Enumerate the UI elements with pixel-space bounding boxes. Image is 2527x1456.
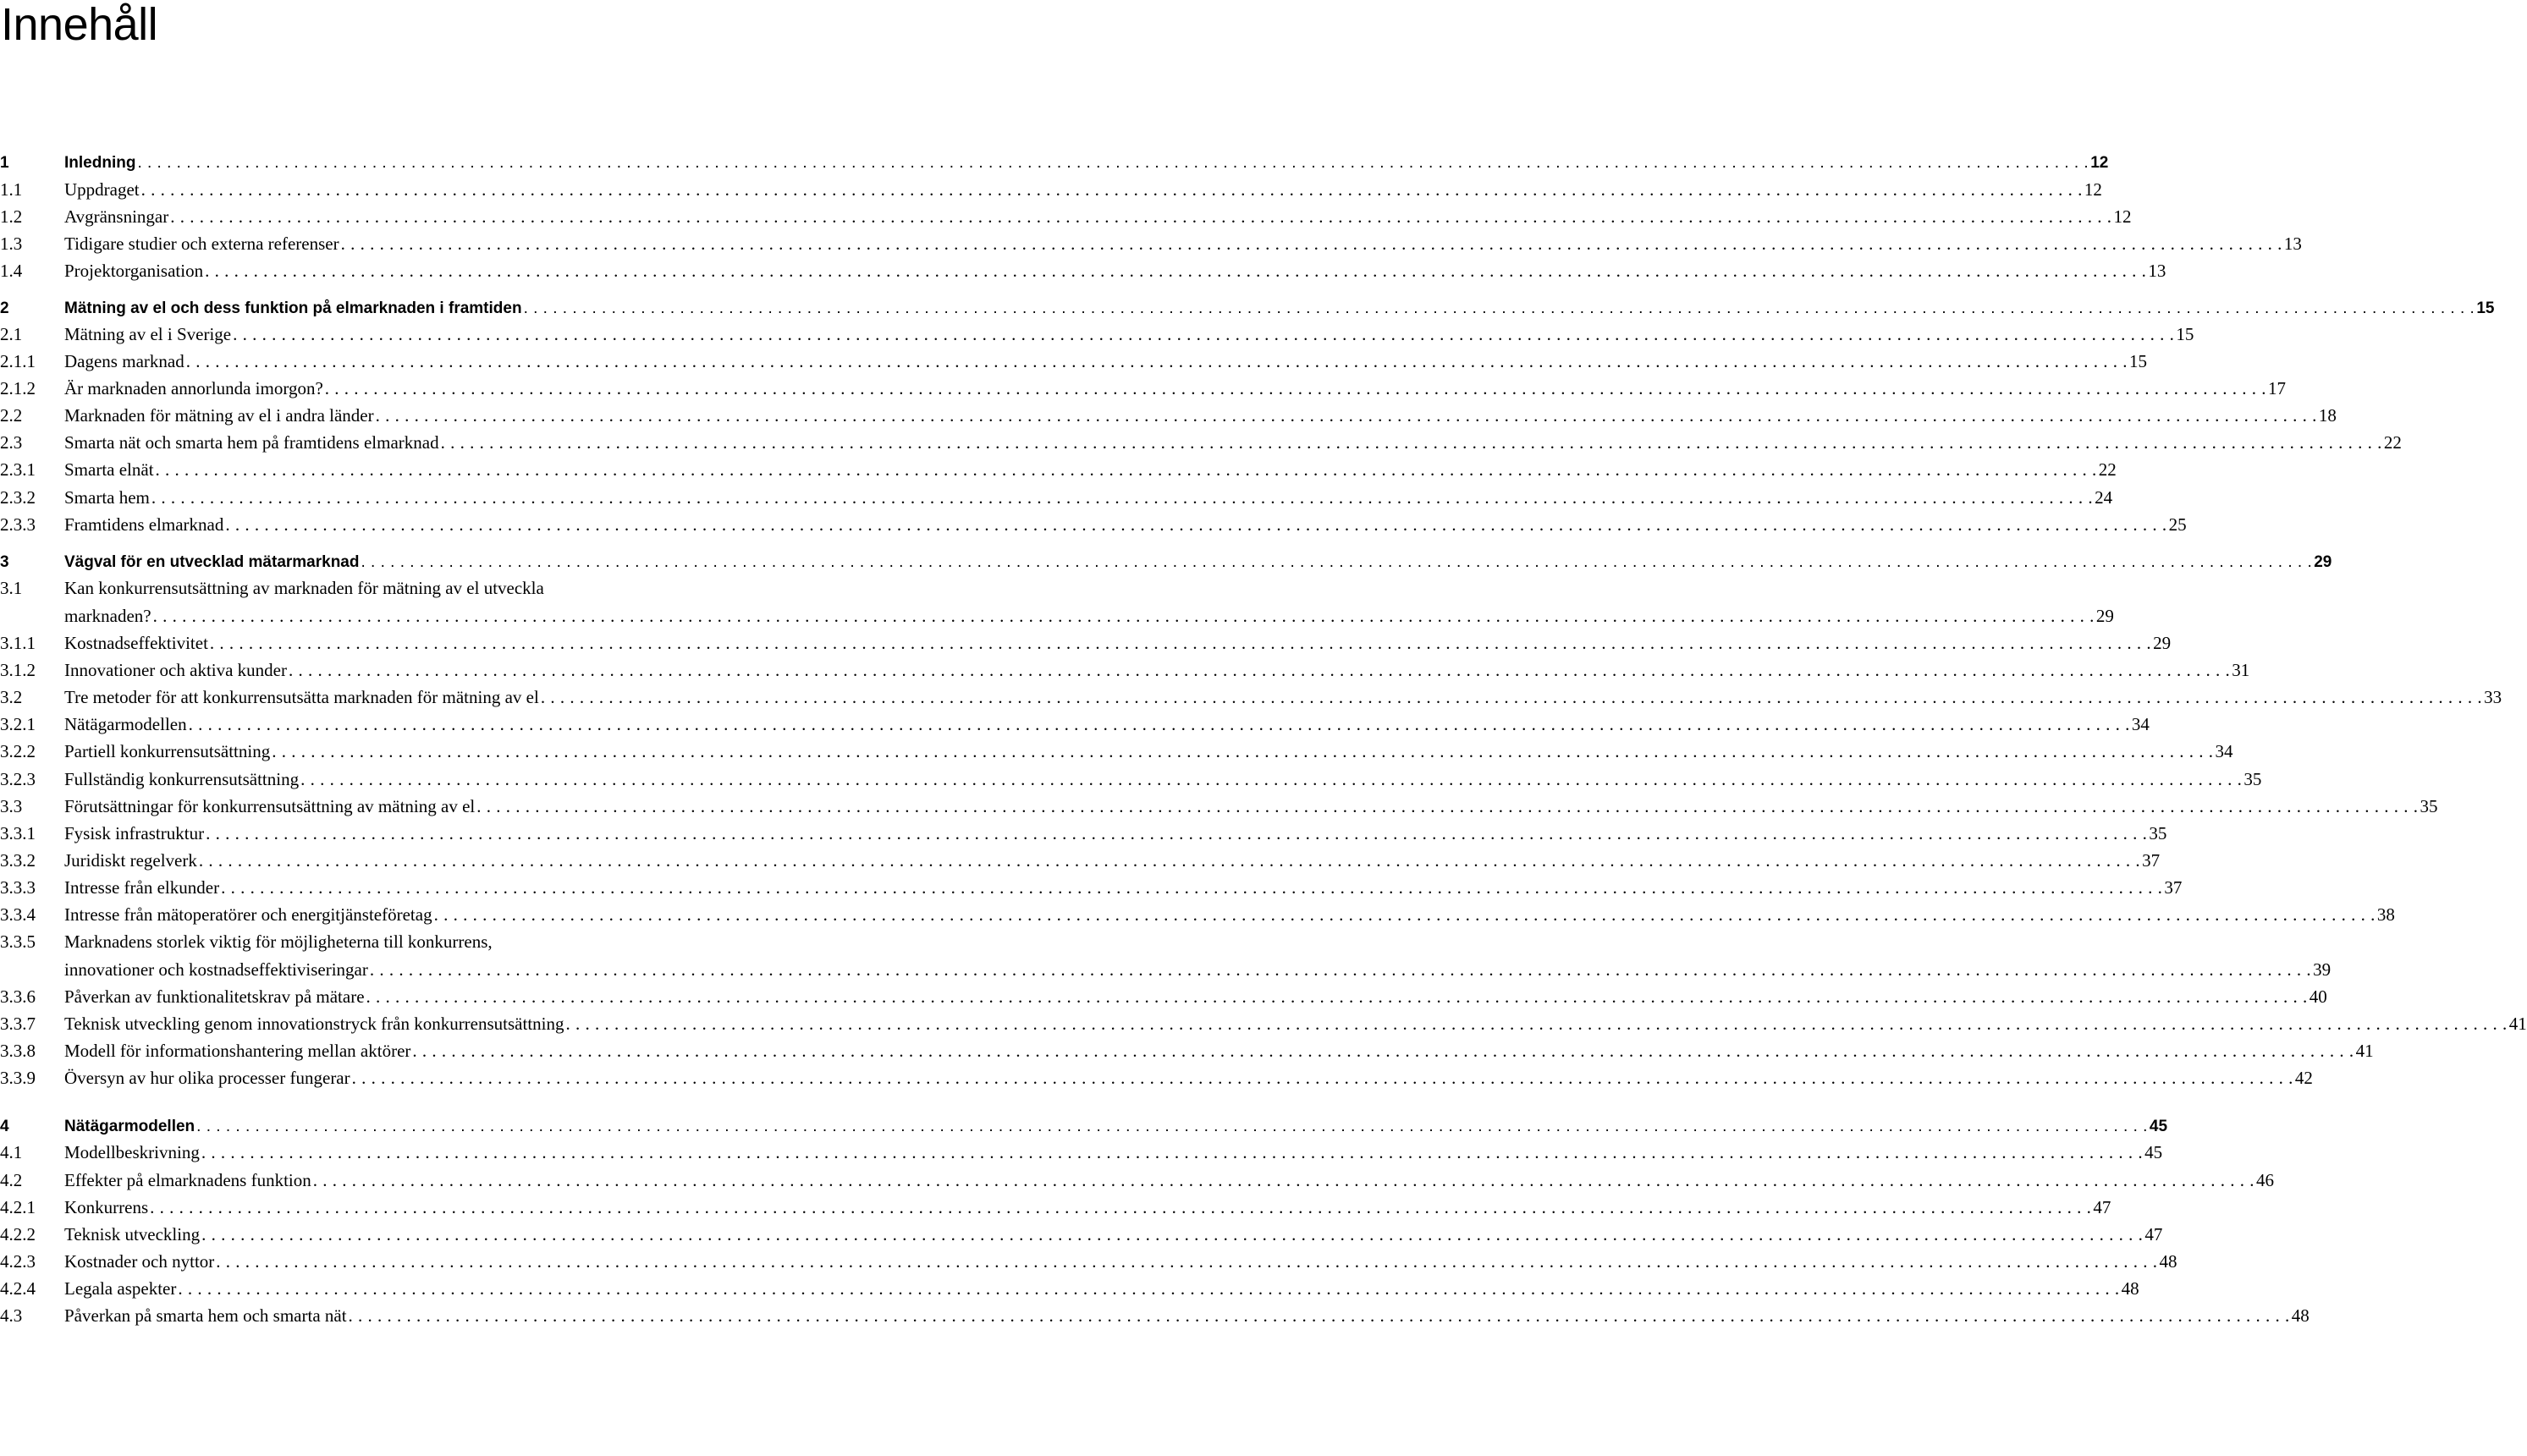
toc-entry-page-number[interactable]: 48 bbox=[2291, 1305, 2310, 1326]
toc-entry-number: 3.3.6 bbox=[0, 986, 36, 1007]
toc-leader-dots: . . . . . . . . . . . . . . . . . . . . . . . . . . . . . . . . . . . . . . . . . . . . . . . . . . . . . . . . . . . . . . . . . . . . . . . . . . . . . . . . . . . . . . . . . . . . . . . . . . . . . . . . . . . . . . . . . . . . . . . . . . . . . . . . . . . . . . . . . . . . . . . . . . . . . . . . . . . . . . . . . . . . . . . . . . . . . . . . . . . . . . . . . . . . . . . . . . . . . . . . bbox=[366, 986, 2308, 1007]
toc-entry-page-number[interactable]: 12 bbox=[2113, 206, 2132, 227]
toc-entry-title[interactable]: Marknaden för mätning av el i andra länder bbox=[64, 405, 374, 426]
toc-entry-page-number[interactable]: 48 bbox=[2159, 1251, 2177, 1272]
toc-leader-dots: . . . . . . . . . . . . . . . . . . . . . . . . . . . . . . . . . . . . . . . . . . . . . . . . . . . . . . . . . . . . . . . . . . . . . . . . . . . . . . . . . . . . . . . . . . . . . . . . . . . . . . . . . . . . . . . . . . . . . . . . . . . . . . . . . . . . . . . . . . . . . . . . . . . . . . . . . . . . . . . . . . . . . . . . . . . . . . . . . . . . . . . . . . . . . . . . . . . . . . . . bbox=[272, 741, 2214, 761]
toc-entry-page-number[interactable]: 37 bbox=[2164, 877, 2183, 898]
toc-entry-number: 2 bbox=[0, 299, 9, 317]
toc-entry-number: 3.1.1 bbox=[0, 633, 36, 653]
toc-leader-dots: . . . . . . . . . . . . . . . . . . . . . . . . . . . . . . . . . . . . . . . . . . . . . . . . . . . . . . . . . . . . . . . . . . . . . . . . . . . . . . . . . . . . . . . . . . . . . . . . . . . . . . . . . . . . . . . . . . . . . . . . . . . . . . . . . . . . . . . . . . . . . . . . . . . . . . . . . . . . . . . . . . . . . . . . . . . . . . . . . . . . . . . . . . . . . . . . . . . . . . . . bbox=[523, 299, 2475, 317]
toc-entry-number: 3.3.1 bbox=[0, 823, 36, 843]
toc-entry-title[interactable]: Teknisk utveckling genom innovationstryck från konkurrensutsättning bbox=[64, 1014, 564, 1034]
toc-entry-page-number[interactable]: 35 bbox=[2420, 796, 2438, 816]
toc-entry-title[interactable]: Fullständig konkurrensutsättning bbox=[64, 769, 300, 789]
page-title: Innehåll bbox=[1, 0, 158, 50]
toc-entry-number: 2.2 bbox=[0, 405, 23, 426]
toc-entry-title[interactable]: Är marknaden annorlunda imorgon? bbox=[64, 378, 323, 398]
toc-leader-dots: . . . . . . . . . . . . . . . . . . . . . . . . . . . . . . . . . . . . . . . . . . . . . . . . . . . . . . . . . . . . . . . . . . . . . . . . . . . . . . . . . . . . . . . . . . . . . . . . . . . . . . . . . . . . . . . . . . . . . . . . . . . . . . . . . . . . . . . . . . . . . . . . . . . . . . . . . . . . . . . . . . . . . . . . . . . . . . . . . . . . . . . . . . . . . . . . . . . . . . . . bbox=[565, 1014, 2508, 1034]
toc-entry-page-number[interactable]: 45 bbox=[2149, 1118, 2168, 1135]
toc-entry-number: 2.3 bbox=[0, 432, 23, 453]
toc-entry-page-number[interactable]: 38 bbox=[2376, 904, 2395, 925]
toc-entry-title[interactable]: Avgränsningar bbox=[64, 206, 169, 227]
toc-entry-number: 3.1 bbox=[0, 578, 23, 598]
toc-leader-dots: . . . . . . . . . . . . . . . . . . . . . . . . . . . . . . . . . . . . . . . . . . . . . . . . . . . . . . . . . . . . . . . . . . . . . . . . . . . . . . . . . . . . . . . . . . . . . . . . . . . . . . . . . . . . . . . . . . . . . . . . . . . . . . . . . . . . . . . . . . . . . . . . . . . . . . . . . . . . . . . . . . . . . . . . . . . . . . . . . . . . . . . . . . . . . . . . . . . . . . . . bbox=[178, 1278, 2120, 1299]
toc-entry-title[interactable]: Kostnadseffektivitet bbox=[64, 633, 208, 653]
toc-entry-title[interactable]: Projektorganisation bbox=[64, 261, 204, 281]
toc-entry-title[interactable]: Tre metoder för att konkurrensutsätta marknaden för mätning av el bbox=[64, 687, 539, 707]
toc-leader-dots: . . . . . . . . . . . . . . . . . . . . . . . . . . . . . . . . . . . . . . . . . . . . . . . . . . . . . . . . . . . . . . . . . . . . . . . . . . . . . . . . . . . . . . . . . . . . . . . . . . . . . . . . . . . . . . . . . . . . . . . . . . . . . . . . . . . . . . . . . . . . . . . . . . . . . . . . . . . . . . . . . . . . . . . . . . . . . . . . . . . . . . . . . . . . . . . . . . . . . . . . bbox=[340, 234, 2282, 254]
toc-entry-page-number[interactable]: 25 bbox=[2168, 514, 2187, 535]
toc-leader-dots: . . . . . . . . . . . . . . . . . . . . . . . . . . . . . . . . . . . . . . . . . . . . . . . . . . . . . . . . . . . . . . . . . . . . . . . . . . . . . . . . . . . . . . . . . . . . . . . . . . . . . . . . . . . . . . . . . . . . . . . . . . . . . . . . . . . . . . . . . . . . . . . . . . . . . . . . . . . . . . . . . . . . . . . . . . . . . . . . . . . . . . . . . . . . . . . . . . . . . . . . bbox=[206, 823, 2148, 843]
toc-leader-dots: . . . . . . . . . . . . . . . . . . . . . . . . . . . . . . . . . . . . . . . . . . . . . . . . . . . . . . . . . . . . . . . . . . . . . . . . . . . . . . . . . . . . . . . . . . . . . . . . . . . . . . . . . . . . . . . . . . . . . . . . . . . . . . . . . . . . . . . . . . . . . . . . . . . . . . . . . . . . . . . . . . . . . . . . . . . . . . . . . . . . . . . . . . . . . . . . . . . . . . . . bbox=[188, 714, 2130, 734]
toc-entry-page-number[interactable]: 39 bbox=[2313, 959, 2332, 980]
toc-leader-dots: . . . . . . . . . . . . . . . . . . . . . . . . . . . . . . . . . . . . . . . . . . . . . . . . . . . . . . . . . . . . . . . . . . . . . . . . . . . . . . . . . . . . . . . . . . . . . . . . . . . . . . . . . . . . . . . . . . . . . . . . . . . . . . . . . . . . . . . . . . . . . . . . . . . . . . . . . . . . . . . . . . . . . . . . . . . . . . . . . . . . . . . . . . . . . . . . . . . . . . . . bbox=[300, 769, 2243, 789]
toc-leader-dots: . . . . . . . . . . . . . . . . . . . . . . . . . . . . . . . . . . . . . . . . . . . . . . . . . . . . . . . . . . . . . . . . . . . . . . . . . . . . . . . . . . . . . . . . . . . . . . . . . . . . . . . . . . . . . . . . . . . . . . . . . . . . . . . . . . . . . . . . . . . . . . . . . . . . . . . . . . . . . . . . . . . . . . . . . . . . . . . . . . . . . . . . . . . . . . . . . . . . . . . . bbox=[412, 1041, 2354, 1061]
toc-leader-dots: . . . . . . . . . . . . . . . . . . . . . . . . . . . . . . . . . . . . . . . . . . . . . . . . . . . . . . . . . . . . . . . . . . . . . . . . . . . . . . . . . . . . . . . . . . . . . . . . . . . . . . . . . . . . . . . . . . . . . . . . . . . . . . . . . . . . . . . . . . . . . . . . . . . . . . . . . . . . . . . . . . . . . . . . . . . . . . . . . . . . . . . . . . . . . . . . . . . . . . . . bbox=[233, 324, 2175, 344]
toc-entry-title[interactable]: Tidigare studier och externa referenser bbox=[64, 234, 339, 254]
toc-entry-number: 3.2.3 bbox=[0, 769, 36, 789]
toc-leader-dots: . . . . . . . . . . . . . . . . . . . . . . . . . . . . . . . . . . . . . . . . . . . . . . . . . . . . . . . . . . . . . . . . . . . . . . . . . . . . . . . . . . . . . . . . . . . . . . . . . . . . . . . . . . . . . . . . . . . . . . . . . . . . . . . . . . . . . . . . . . . . . . . . . . . . . . . . . . . . . . . . . . . . . . . . . . . . . . . . . . . . . . . . . . . . . . . . . . . . . . . . bbox=[348, 1305, 2290, 1326]
toc-entry-number: 3.2.1 bbox=[0, 714, 36, 734]
toc-entry-title[interactable]: Mätning av el i Sverige bbox=[64, 324, 232, 344]
toc-entry-page-number[interactable]: 35 bbox=[2243, 769, 2262, 789]
toc-leader-dots: . . . . . . . . . . . . . . . . . . . . . . . . . . . . . . . . . . . . . . . . . . . . . . . . . . . . . . . . . . . . . . . . . . . . . . . . . . . . . . . . . . . . . . . . . . . . . . . . . . . . . . . . . . . . . . . . . . . . . . . . . . . . . . . . . . . . . . . . . . . . . . . . . . . . . . . . . . . . . . . . . . . . . . . . . . . . . . . . . . . . . . . . . . . . . . . . . . . . . . . . bbox=[201, 1142, 2144, 1162]
toc-leader-dots: . . . . . . . . . . . . . . . . . . . . . . . . . . . . . . . . . . . . . . . . . . . . . . . . . . . . . . . . . . . . . . . . . . . . . . . . . . . . . . . . . . . . . . . . . . . . . . . . . . . . . . . . . . . . . . . . . . . . . . . . . . . . . . . . . . . . . . . . . . . . . . . . . . . . . . . . . . . . . . . . . . . . . . . . . . . . . . . . . . . . . . . . . . . . . . . . . . . . . . . . bbox=[540, 687, 2483, 707]
toc-leader-dots: . . . . . . . . . . . . . . . . . . . . . . . . . . . . . . . . . . . . . . . . . . . . . . . . . . . . . . . . . . . . . . . . . . . . . . . . . . . . . . . . . . . . . . . . . . . . . . . . . . . . . . . . . . . . . . . . . . . . . . . . . . . . . . . . . . . . . . . . . . . . . . . . . . . . . . . . . . . . . . . . . . . . . . . . . . . . . . . . . . . . . . . . . . . . . . . . . . . . . . . . bbox=[225, 514, 2167, 535]
toc-entry-title[interactable]: Smarta hem bbox=[64, 487, 150, 508]
toc-entry-number: 2.3.2 bbox=[0, 487, 36, 508]
toc-entry-title[interactable]: Effekter på elmarknadens funktion bbox=[64, 1170, 311, 1190]
toc-entry-page-number[interactable]: 15 bbox=[2476, 299, 2495, 317]
toc-entry-title[interactable]: Nätägarmodellen bbox=[64, 1118, 195, 1135]
toc-entry-number: 1.3 bbox=[0, 234, 23, 254]
toc-leader-dots: . . . . . . . . . . . . . . . . . . . . . . . . . . . . . . . . . . . . . . . . . . . . . . . . . . . . . . . . . . . . . . . . . . . . . . . . . . . . . . . . . . . . . . . . . . . . . . . . . . . . . . . . . . . . . . . . . . . . . . . . . . . . . . . . . . . . . . . . . . . . . . . . . . . . . . . . . . . . . . . . . . . . . . . . . . . . . . . . . . . . . . . . . . . . . . . . . . . . . . . . bbox=[196, 1118, 2148, 1135]
toc-leader-dots: . . . . . . . . . . . . . . . . . . . . . . . . . . . . . . . . . . . . . . . . . . . . . . . . . . . . . . . . . . . . . . . . . . . . . . . . . . . . . . . . . . . . . . . . . . . . . . . . . . . . . . . . . . . . . . . . . . . . . . . . . . . . . . . . . . . . . . . . . . . . . . . . . . . . . . . . . . . . . . . . . . . . . . . . . . . . . . . . . . . . . . . . . . . . . . . . . . . . . . . . bbox=[476, 796, 2419, 816]
toc-leader-dots: . . . . . . . . . . . . . . . . . . . . . . . . . . . . . . . . . . . . . . . . . . . . . . . . . . . . . . . . . . . . . . . . . . . . . . . . . . . . . . . . . . . . . . . . . . . . . . . . . . . . . . . . . . . . . . . . . . . . . . . . . . . . . . . . . . . . . . . . . . . . . . . . . . . . . . . . . . . . . . . . . . . . . . . . . . . . . . . . . . . . . . . . . . . . . . . . . . . . . . . . bbox=[201, 1224, 2144, 1244]
toc-entry-number: 4.2.2 bbox=[0, 1224, 36, 1244]
toc-entry-page-number[interactable]: 42 bbox=[2294, 1068, 2313, 1088]
toc-leader-dots: . . . . . . . . . . . . . . . . . . . . . . . . . . . . . . . . . . . . . . . . . . . . . . . . . . . . . . . . . . . . . . . . . . . . . . . . . . . . . . . . . . . . . . . . . . . . . . . . . . . . . . . . . . . . . . . . . . . . . . . . . . . . . . . . . . . . . . . . . . . . . . . . . . . . . . . . . . . . . . . . . . . . . . . . . . . . . . . . . . . . . . . . . . . . . . . . . . . . . . . . bbox=[440, 432, 2382, 453]
toc-entry-page-number[interactable]: 40 bbox=[2309, 986, 2327, 1007]
toc-entry-title[interactable]: Inledning bbox=[64, 154, 136, 172]
toc-entry-page-number[interactable]: 41 bbox=[2355, 1041, 2374, 1061]
toc-leader-dots: . . . . . . . . . . . . . . . . . . . . . . . . . . . . . . . . . . . . . . . . . . . . . . . . . . . . . . . . . . . . . . . . . . . . . . . . . . . . . . . . . . . . . . . . . . . . . . . . . . . . . . . . . . . . . . . . . . . . . . . . . . . . . . . . . . . . . . . . . . . . . . . . . . . . . . . . . . . . . . . . . . . . . . . . . . . . . . . . . . . . . . . . . . . . . . . . . . . . . . . . bbox=[150, 1197, 2092, 1217]
toc-entry-number: 4.2.4 bbox=[0, 1278, 36, 1299]
toc-entry-title[interactable]: Intresse från mätoperatörer och energitjänsteföretag bbox=[64, 904, 432, 925]
toc-entry-number: 4.2 bbox=[0, 1170, 23, 1190]
toc-entry-page-number[interactable]: 12 bbox=[2084, 179, 2102, 200]
toc-entry-title[interactable]: Kostnader och nyttor bbox=[64, 1251, 215, 1272]
toc-entry-number: 4.2.3 bbox=[0, 1251, 36, 1272]
toc-entry-title[interactable]: Modell för informationshantering mellan aktörer bbox=[64, 1041, 411, 1061]
toc-leader-dots: . . . . . . . . . . . . . . . . . . . . . . . . . . . . . . . . . . . . . . . . . . . . . . . . . . . . . . . . . . . . . . . . . . . . . . . . . . . . . . . . . . . . . . . . . . . . . . . . . . . . . . . . . . . . . . . . . . . . . . . . . . . . . . . . . . . . . . . . . . . . . . . . . . . . . . . . . . . . . . . . . . . . . . . . . . . . . . . . . . . . . . . . . . . . . . . . . . . . . . . . bbox=[140, 179, 2083, 200]
toc-leader-dots: . . . . . . . . . . . . . . . . . . . . . . . . . . . . . . . . . . . . . . . . . . . . . . . . . . . . . . . . . . . . . . . . . . . . . . . . . . . . . . . . . . . . . . . . . . . . . . . . . . . . . . . . . . . . . . . . . . . . . . . . . . . . . . . . . . . . . . . . . . . . . . . . . . . . . . . . . . . . . . . . . . . . . . . . . . . . . . . . . . . . . . . . . . . . . . . . . . . . . . . . bbox=[137, 154, 2089, 172]
toc-entry-page-number[interactable]: 47 bbox=[2093, 1197, 2111, 1217]
toc-entry-page-number[interactable]: 31 bbox=[2232, 660, 2250, 680]
toc-entry-title[interactable]: Legala aspekter bbox=[64, 1278, 177, 1299]
toc-leader-dots: . . . . . . . . . . . . . . . . . . . . . . . . . . . . . . . . . . . . . . . . . . . . . . . . . . . . . . . . . . . . . . . . . . . . . . . . . . . . . . . . . . . . . . . . . . . . . . . . . . . . . . . . . . . . . . . . . . . . . . . . . . . . . . . . . . . . . . . . . . . . . . . . . . . . . . . . . . . . . . . . . . . . . . . . . . . . . . . . . . . . . . . . . . . . . . . . . . . . . . . . bbox=[152, 606, 2095, 626]
toc-entry-title[interactable]: Innovationer och aktiva kunder bbox=[64, 660, 287, 680]
toc-leader-dots: . . . . . . . . . . . . . . . . . . . . . . . . . . . . . . . . . . . . . . . . . . . . . . . . . . . . . . . . . . . . . . . . . . . . . . . . . . . . . . . . . . . . . . . . . . . . . . . . . . . . . . . . . . . . . . . . . . . . . . . . . . . . . . . . . . . . . . . . . . . . . . . . . . . . . . . . . . . . . . . . . . . . . . . . . . . . . . . . . . . . . . . . . . . . . . . . . . . . . . . . bbox=[324, 378, 2267, 398]
toc-entry-page-number[interactable]: 47 bbox=[2144, 1224, 2163, 1244]
toc-entry-title[interactable]: Partiell konkurrensutsättning bbox=[64, 741, 271, 761]
toc-entry-number: 3.3.3 bbox=[0, 877, 36, 898]
toc-entry-page-number[interactable]: 15 bbox=[2128, 351, 2147, 371]
toc-leader-dots: . . . . . . . . . . . . . . . . . . . . . . . . . . . . . . . . . . . . . . . . . . . . . . . . . . . . . . . . . . . . . . . . . . . . . . . . . . . . . . . . . . . . . . . . . . . . . . . . . . . . . . . . . . . . . . . . . . . . . . . . . . . . . . . . . . . . . . . . . . . . . . . . . . . . . . . . . . . . . . . . . . . . . . . . . . . . . . . . . . . . . . . . . . . . . . . . . . . . . . . . bbox=[205, 261, 2147, 281]
toc-entry-number: 3.3.8 bbox=[0, 1041, 36, 1061]
toc-entry-title[interactable]: Vägval för en utvecklad mätarmarknad bbox=[64, 553, 360, 571]
toc-entry-page-number[interactable]: 24 bbox=[2095, 487, 2113, 508]
toc-entry-number: 3.3 bbox=[0, 796, 23, 816]
toc-leader-dots: . . . . . . . . . . . . . . . . . . . . . . . . . . . . . . . . . . . . . . . . . . . . . . . . . . . . . . . . . . . . . . . . . . . . . . . . . . . . . . . . . . . . . . . . . . . . . . . . . . . . . . . . . . . . . . . . . . . . . . . . . . . . . . . . . . . . . . . . . . . . . . . . . . . . . . . . . . . . . . . . . . . . . . . . . . . . . . . . . . . . . . . . . . . . . . . . . . . . . . . . bbox=[209, 633, 2152, 653]
toc-entry-page-number[interactable]: 18 bbox=[2318, 405, 2337, 426]
toc-entry-title[interactable]: Modellbeskrivning bbox=[64, 1142, 200, 1162]
toc-entry-number: 3 bbox=[0, 553, 9, 571]
toc-entry-number: 1.2 bbox=[0, 206, 23, 227]
toc-entry-page-number[interactable]: 22 bbox=[2098, 459, 2117, 480]
toc-entry-title[interactable]: Kan konkurrensutsättning av marknaden för mätning av el utveckla bbox=[64, 578, 544, 598]
toc-entry-number: 3.3.7 bbox=[0, 1014, 36, 1034]
toc-entry-page-number[interactable]: 37 bbox=[2142, 850, 2161, 871]
toc-leader-dots: . . . . . . . . . . . . . . . . . . . . . . . . . . . . . . . . . . . . . . . . . . . . . . . . . . . . . . . . . . . . . . . . . . . . . . . . . . . . . . . . . . . . . . . . . . . . . . . . . . . . . . . . . . . . . . . . . . . . . . . . . . . . . . . . . . . . . . . . . . . . . . . . . . . . . . . . . . . . . . . . . . . . . . . . . . . . . . . . . . . . . . . . . . . . . . . . . . . . . . . . bbox=[151, 487, 2094, 508]
toc-leader-dots: . . . . . . . . . . . . . . . . . . . . . . . . . . . . . . . . . . . . . . . . . . . . . . . . . . . . . . . . . . . . . . . . . . . . . . . . . . . . . . . . . . . . . . . . . . . . . . . . . . . . . . . . . . . . . . . . . . . . . . . . . . . . . . . . . . . . . . . . . . . . . . . . . . . . . . . . . . . . . . . . . . . . . . . . . . . . . . . . . . . . . . . . . . . . . . . . . . . . . . . . bbox=[369, 959, 2312, 980]
toc-entry-number: 1.4 bbox=[0, 261, 23, 281]
toc-entry-page-number[interactable]: 12 bbox=[2090, 154, 2109, 172]
toc-leader-dots: . . . . . . . . . . . . . . . . . . . . . . . . . . . . . . . . . . . . . . . . . . . . . . . . . . . . . . . . . . . . . . . . . . . . . . . . . . . . . . . . . . . . . . . . . . . . . . . . . . . . . . . . . . . . . . . . . . . . . . . . . . . . . . . . . . . . . . . . . . . . . . . . . . . . . . . . . . . . . . . . . . . . . . . . . . . . . . . . . . . . . . . . . . . . . . . . . . . . . . . . bbox=[351, 1068, 2293, 1088]
toc-entry-title[interactable]: Mätning av el och dess funktion på elmarknaden i framtiden bbox=[64, 299, 522, 317]
toc-entry-page-number[interactable]: 22 bbox=[2383, 432, 2402, 453]
toc-entry-title[interactable]: Smarta nät och smarta hem på framtidens elmarknad bbox=[64, 432, 439, 453]
toc-entry-page-number[interactable]: 13 bbox=[2283, 234, 2302, 254]
toc-leader-dots: . . . . . . . . . . . . . . . . . . . . . . . . . . . . . . . . . . . . . . . . . . . . . . . . . . . . . . . . . . . . . . . . . . . . . . . . . . . . . . . . . . . . . . . . . . . . . . . . . . . . . . . . . . . . . . . . . . . . . . . . . . . . . . . . . . . . . . . . . . . . . . . . . . . . . . . . . . . . . . . . . . . . . . . . . . . . . . . . . . . . . . . . . . . . . . . . . . . . . . . . bbox=[216, 1251, 2158, 1272]
toc-entry-number: 3.2.2 bbox=[0, 741, 36, 761]
toc-entry-title[interactable]: Påverkan på smarta hem och smarta nät bbox=[64, 1305, 347, 1326]
toc-entry-number: 3.3.9 bbox=[0, 1068, 36, 1088]
toc-entry-page-number[interactable]: 33 bbox=[2484, 687, 2502, 707]
toc-entry-page-number[interactable]: 41 bbox=[2508, 1014, 2527, 1034]
toc-entry-number: 1.1 bbox=[0, 179, 23, 200]
toc-entry-page-number[interactable]: 29 bbox=[2095, 606, 2114, 626]
toc-leader-dots: . . . . . . . . . . . . . . . . . . . . . . . . . . . . . . . . . . . . . . . . . . . . . . . . . . . . . . . . . . . . . . . . . . . . . . . . . . . . . . . . . . . . . . . . . . . . . . . . . . . . . . . . . . . . . . . . . . . . . . . . . . . . . . . . . . . . . . . . . . . . . . . . . . . . . . . . . . . . . . . . . . . . . . . . . . . . . . . . . . . . . . . . . . . . . . . . . . . . . . . . bbox=[361, 553, 2313, 571]
toc-entry-page-number[interactable]: 34 bbox=[2131, 714, 2150, 734]
toc-entry-page-number[interactable]: 45 bbox=[2144, 1142, 2163, 1162]
toc-entry-number: 2.1.2 bbox=[0, 378, 36, 398]
toc-entry-page-number[interactable]: 34 bbox=[2215, 741, 2233, 761]
toc-entry-number: 3.2 bbox=[0, 687, 23, 707]
toc-entry-title[interactable]: Nätägarmodellen bbox=[64, 714, 187, 734]
toc-entry-number: 2.3.1 bbox=[0, 459, 36, 480]
toc-leader-dots: . . . . . . . . . . . . . . . . . . . . . . . . . . . . . . . . . . . . . . . . . . . . . . . . . . . . . . . . . . . . . . . . . . . . . . . . . . . . . . . . . . . . . . . . . . . . . . . . . . . . . . . . . . . . . . . . . . . . . . . . . . . . . . . . . . . . . . . . . . . . . . . . . . . . . . . . . . . . . . . . . . . . . . . . . . . . . . . . . . . . . . . . . . . . . . . . . . . . . . . . bbox=[375, 405, 2317, 426]
toc-entry-title[interactable]: Smarta elnät bbox=[64, 459, 154, 480]
toc-entry-title[interactable]: Uppdraget bbox=[64, 179, 140, 200]
toc-entry-number: 3.3.2 bbox=[0, 850, 36, 871]
toc-entry-number: 4.3 bbox=[0, 1305, 23, 1326]
toc-leader-dots: . . . . . . . . . . . . . . . . . . . . . . . . . . . . . . . . . . . . . . . . . . . . . . . . . . . . . . . . . . . . . . . . . . . . . . . . . . . . . . . . . . . . . . . . . . . . . . . . . . . . . . . . . . . . . . . . . . . . . . . . . . . . . . . . . . . . . . . . . . . . . . . . . . . . . . . . . . . . . . . . . . . . . . . . . . . . . . . . . . . . . . . . . . . . . . . . . . . . . . . . bbox=[312, 1170, 2255, 1190]
toc-entry-page-number[interactable]: 13 bbox=[2148, 261, 2166, 281]
toc-entry-title[interactable]: Konkurrens bbox=[64, 1197, 149, 1217]
toc-entry-page-number[interactable]: 48 bbox=[2121, 1278, 2139, 1299]
toc-entry-number: 3.3.5 bbox=[0, 931, 36, 952]
toc-entry-page-number[interactable]: 29 bbox=[2314, 553, 2332, 571]
toc-entry-title[interactable]: Marknadens storlek viktig för möjligheterna till konkurrens, bbox=[64, 931, 493, 952]
toc-entry-page-number[interactable]: 29 bbox=[2153, 633, 2172, 653]
toc-entry-number: 3.1.2 bbox=[0, 660, 36, 680]
toc-leader-dots: . . . . . . . . . . . . . . . . . . . . . . . . . . . . . . . . . . . . . . . . . . . . . . . . . . . . . . . . . . . . . . . . . . . . . . . . . . . . . . . . . . . . . . . . . . . . . . . . . . . . . . . . . . . . . . . . . . . . . . . . . . . . . . . . . . . . . . . . . . . . . . . . . . . . . . . . . . . . . . . . . . . . . . . . . . . . . . . . . . . . . . . . . . . . . . . . . . . . . . . . bbox=[221, 877, 2163, 898]
toc-leader-dots: . . . . . . . . . . . . . . . . . . . . . . . . . . . . . . . . . . . . . . . . . . . . . . . . . . . . . . . . . . . . . . . . . . . . . . . . . . . . . . . . . . . . . . . . . . . . . . . . . . . . . . . . . . . . . . . . . . . . . . . . . . . . . . . . . . . . . . . . . . . . . . . . . . . . . . . . . . . . . . . . . . . . . . . . . . . . . . . . . . . . . . . . . . . . . . . . . . . . . . . . bbox=[289, 660, 2231, 680]
toc-entry-title[interactable]: Teknisk utveckling bbox=[64, 1224, 201, 1244]
toc-entry-page-number[interactable]: 15 bbox=[2176, 324, 2194, 344]
toc-entry-title[interactable]: marknaden? bbox=[64, 606, 151, 626]
toc-entry-number: 2.1 bbox=[0, 324, 23, 344]
toc-entry-number: 4.2.1 bbox=[0, 1197, 36, 1217]
toc-entry-number: 4.1 bbox=[0, 1142, 23, 1162]
toc-entry-title[interactable]: Påverkan av funktionalitetskrav på mätare bbox=[64, 986, 365, 1007]
toc-entry-number: 3.3.4 bbox=[0, 904, 36, 925]
toc-entry-title[interactable]: Fysisk infrastruktur bbox=[64, 823, 205, 843]
toc-leader-dots: . . . . . . . . . . . . . . . . . . . . . . . . . . . . . . . . . . . . . . . . . . . . . . . . . . . . . . . . . . . . . . . . . . . . . . . . . . . . . . . . . . . . . . . . . . . . . . . . . . . . . . . . . . . . . . . . . . . . . . . . . . . . . . . . . . . . . . . . . . . . . . . . . . . . . . . . . . . . . . . . . . . . . . . . . . . . . . . . . . . . . . . . . . . . . . . . . . . . . . . . bbox=[185, 351, 2128, 371]
toc-leader-dots: . . . . . . . . . . . . . . . . . . . . . . . . . . . . . . . . . . . . . . . . . . . . . . . . . . . . . . . . . . . . . . . . . . . . . . . . . . . . . . . . . . . . . . . . . . . . . . . . . . . . . . . . . . . . . . . . . . . . . . . . . . . . . . . . . . . . . . . . . . . . . . . . . . . . . . . . . . . . . . . . . . . . . . . . . . . . . . . . . . . . . . . . . . . . . . . . . . . . . . . . bbox=[170, 206, 2112, 227]
toc-leader-dots: . . . . . . . . . . . . . . . . . . . . . . . . . . . . . . . . . . . . . . . . . . . . . . . . . . . . . . . . . . . . . . . . . . . . . . . . . . . . . . . . . . . . . . . . . . . . . . . . . . . . . . . . . . . . . . . . . . . . . . . . . . . . . . . . . . . . . . . . . . . . . . . . . . . . . . . . . . . . . . . . . . . . . . . . . . . . . . . . . . . . . . . . . . . . . . . . . . . . . . . . bbox=[198, 850, 2141, 871]
toc-entry-page-number[interactable]: 46 bbox=[2256, 1170, 2275, 1190]
toc-entry-number: 2.3.3 bbox=[0, 514, 36, 535]
toc-entry-page-number[interactable]: 35 bbox=[2149, 823, 2167, 843]
toc-entry-title[interactable]: Juridiskt regelverk bbox=[64, 850, 197, 871]
toc-entry-title[interactable]: innovationer och kostnadseffektiviseringar bbox=[64, 959, 368, 980]
toc-entry-title[interactable]: Intresse från elkunder bbox=[64, 877, 220, 898]
toc-entry-page-number[interactable]: 17 bbox=[2268, 378, 2287, 398]
toc-entry-title[interactable]: Förutsättningar för konkurrensutsättning av mätning av el bbox=[64, 796, 476, 816]
toc-entry-title[interactable]: Översyn av hur olika processer fungerar bbox=[64, 1068, 350, 1088]
toc-entry-number: 4 bbox=[0, 1118, 9, 1135]
toc-entry-number: 2.1.1 bbox=[0, 351, 36, 371]
toc-entry-number: 1 bbox=[0, 154, 9, 172]
toc-entry-title[interactable]: Framtidens elmarknad bbox=[64, 514, 224, 535]
toc-entry-title[interactable]: Dagens marknad bbox=[64, 351, 184, 371]
toc-leader-dots: . . . . . . . . . . . . . . . . . . . . . . . . . . . . . . . . . . . . . . . . . . . . . . . . . . . . . . . . . . . . . . . . . . . . . . . . . . . . . . . . . . . . . . . . . . . . . . . . . . . . . . . . . . . . . . . . . . . . . . . . . . . . . . . . . . . . . . . . . . . . . . . . . . . . . . . . . . . . . . . . . . . . . . . . . . . . . . . . . . . . . . . . . . . . . . . . . . . . . . . . bbox=[155, 459, 2097, 480]
toc-leader-dots: . . . . . . . . . . . . . . . . . . . . . . . . . . . . . . . . . . . . . . . . . . . . . . . . . . . . . . . . . . . . . . . . . . . . . . . . . . . . . . . . . . . . . . . . . . . . . . . . . . . . . . . . . . . . . . . . . . . . . . . . . . . . . . . . . . . . . . . . . . . . . . . . . . . . . . . . . . . . . . . . . . . . . . . . . . . . . . . . . . . . . . . . . . . . . . . . . . . . . . . . bbox=[433, 904, 2376, 925]
